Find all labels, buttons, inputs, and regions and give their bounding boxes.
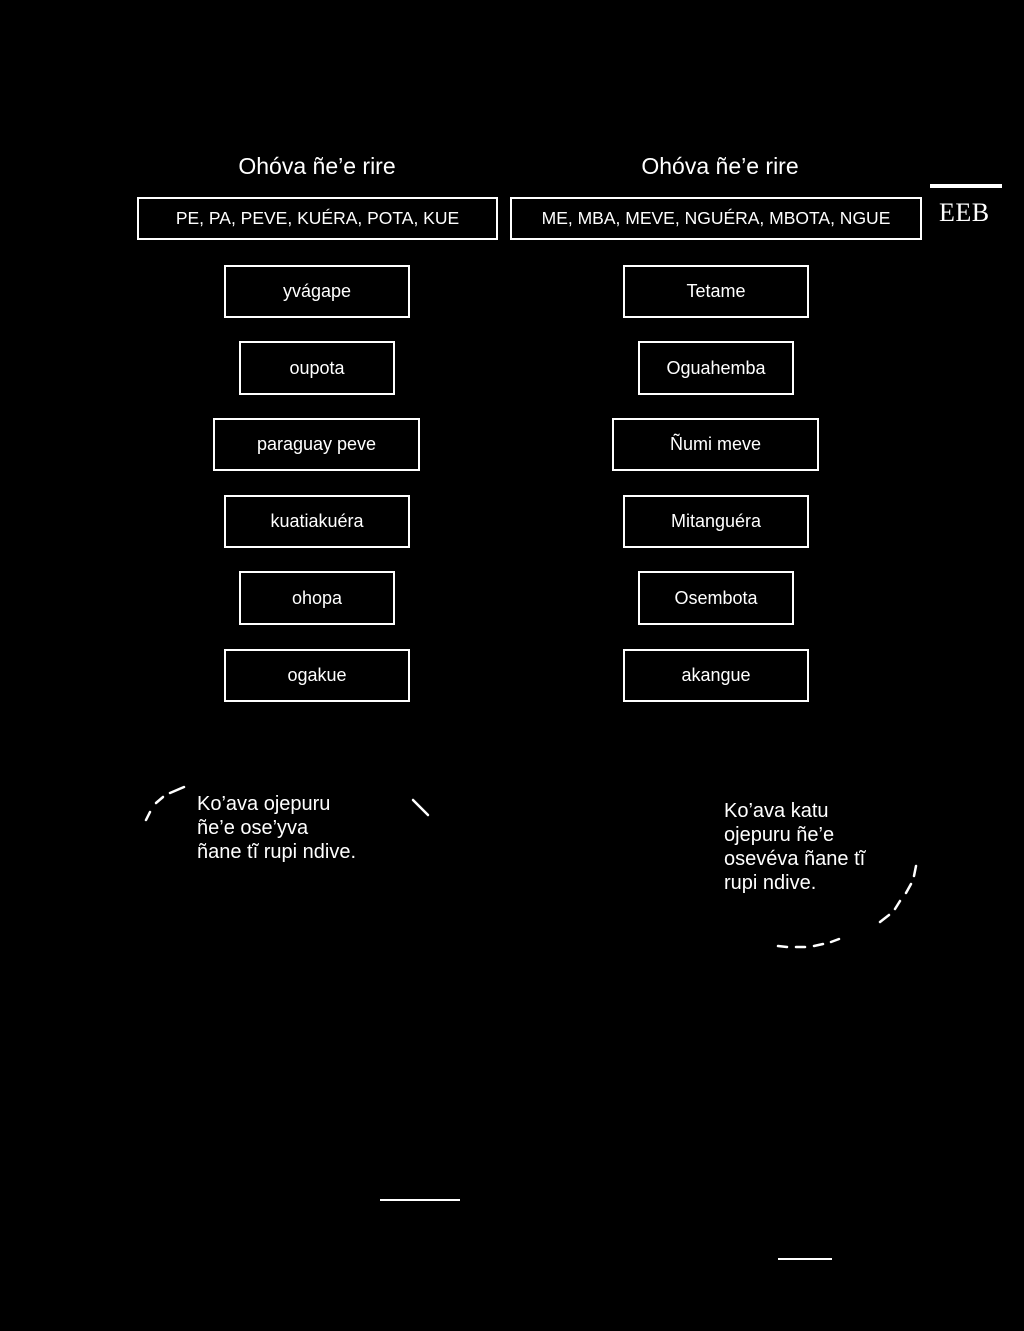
instruction-right: Ko’ava katu ojepuru ñe’e osevéva ñane tĩ rupi ndive. (724, 800, 866, 894)
word-box-left-4: kuatiakuéra (224, 495, 410, 548)
word-box-right-4: Mitanguéra (623, 495, 809, 548)
instruction-left: Ko’ava ojepuru ñe’e ose’yva ñane tĩ rupi ndive. (197, 793, 356, 863)
word-box-left-6: ogakue (224, 649, 410, 702)
column-heading-left: Ohóva ñe’e rire (238, 153, 396, 179)
word-box-left-3: paraguay peve (213, 418, 420, 471)
word-box-right-2: Oguahemba (638, 341, 794, 395)
word-box-left-5: ohopa (239, 571, 395, 625)
word-box-right-6: akangue (623, 649, 809, 702)
word-box-left-1: yvágape (224, 265, 410, 318)
column-heading-right: Ohóva ñe’e rire (641, 153, 799, 179)
word-box-right-5: Osembota (638, 571, 794, 625)
word-box-right-3: Ñumi meve (612, 418, 819, 471)
answer-line-right (778, 1258, 832, 1260)
answer-line-left (380, 1199, 460, 1201)
eeb-badge: EEB (939, 198, 990, 227)
suffix-box-right: ME, MBA, MEVE, NGUÉRA, MBOTA, NGUE (510, 197, 922, 240)
word-box-right-1: Tetame (623, 265, 809, 318)
word-box-left-2: oupota (239, 341, 395, 395)
suffix-box-left: PE, PA, PEVE, KUÉRA, POTA, KUE (137, 197, 498, 240)
